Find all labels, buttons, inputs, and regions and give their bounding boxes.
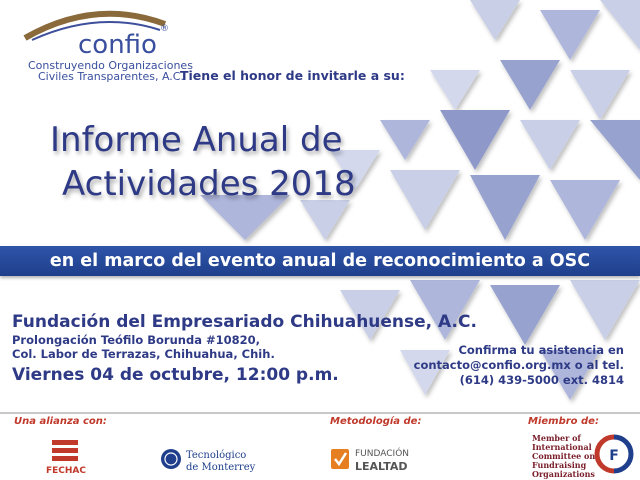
triangle bbox=[490, 285, 560, 345]
triangle bbox=[570, 70, 630, 120]
triangle bbox=[430, 70, 480, 110]
fechac-label: FECHAC bbox=[46, 466, 87, 476]
registered-mark: ® bbox=[160, 24, 169, 34]
triangle bbox=[300, 200, 350, 240]
lealtad-label-1: FUNDACIÓN bbox=[355, 449, 410, 459]
rsvp-phone-line: (614) 439-5000 ext. 4814 bbox=[459, 373, 624, 387]
invite-text: Tiene el honor de invitarle a su: bbox=[180, 68, 405, 83]
triangle bbox=[590, 120, 640, 180]
venue-address-2: Col. Labor de Terrazas, Chihuahua, Chih. bbox=[12, 347, 275, 361]
svg-text:F: F bbox=[609, 448, 619, 464]
icfo-line: Fundraising bbox=[532, 460, 587, 470]
tec-label-1: Tecnológico bbox=[186, 450, 247, 461]
rsvp-email-line: contacto@confio.org.mx o al tel. bbox=[413, 358, 624, 372]
event-title-line-1: Informe Anual de bbox=[50, 120, 343, 160]
triangle bbox=[400, 350, 450, 395]
icfo-line: Committee on bbox=[532, 451, 596, 461]
event-datetime: Viernes 04 de octubre, 12:00 p.m. bbox=[12, 365, 339, 385]
triangle bbox=[520, 120, 580, 170]
triangle bbox=[500, 60, 560, 110]
tec-monterrey-seal-icon bbox=[160, 448, 182, 470]
logo-tagline-2: Civiles Transparentes, A.C. bbox=[38, 70, 184, 83]
venue-address-1: Prolongación Teófilo Borunda #10820, bbox=[12, 333, 260, 347]
triangle bbox=[570, 280, 640, 340]
logo-wordmark: confio bbox=[78, 30, 157, 60]
icfo-text-block bbox=[532, 434, 602, 479]
venue-name: Fundación del Empresariado Chihuahuense, A.C. bbox=[12, 312, 477, 332]
lealtad-logo-icon bbox=[330, 448, 350, 470]
icfo-line: Member of bbox=[532, 433, 581, 443]
icfo-logo-icon bbox=[594, 434, 634, 474]
triangle bbox=[380, 120, 430, 160]
triangle bbox=[440, 110, 510, 170]
triangle bbox=[470, 175, 540, 240]
triangle bbox=[540, 10, 600, 60]
lealtad-label-2: LEALTAD bbox=[355, 460, 408, 473]
tec-label-2: de Monterrey bbox=[186, 462, 256, 473]
footer-divider bbox=[0, 412, 640, 414]
methodology-label: Metodología de: bbox=[330, 416, 422, 427]
triangle bbox=[390, 170, 460, 230]
logo-tagline-1: Construyendo Organizaciones bbox=[28, 59, 193, 72]
triangle bbox=[470, 0, 520, 40]
banner-text: en el marco del evento anual de reconocimiento a OSC bbox=[49, 251, 591, 271]
fechac-logo-icon bbox=[50, 438, 80, 466]
triangle bbox=[600, 0, 640, 50]
icfo-line: International bbox=[532, 442, 592, 452]
rsvp-line-1: Confirma tu asistencia en bbox=[458, 343, 624, 357]
icfo-line: Organizations bbox=[532, 469, 595, 479]
alliance-label: Una alianza con: bbox=[14, 416, 107, 427]
event-title-line-2: Actividades 2018 bbox=[62, 164, 356, 204]
member-label: Miembro de: bbox=[528, 416, 599, 427]
triangle bbox=[550, 180, 620, 240]
